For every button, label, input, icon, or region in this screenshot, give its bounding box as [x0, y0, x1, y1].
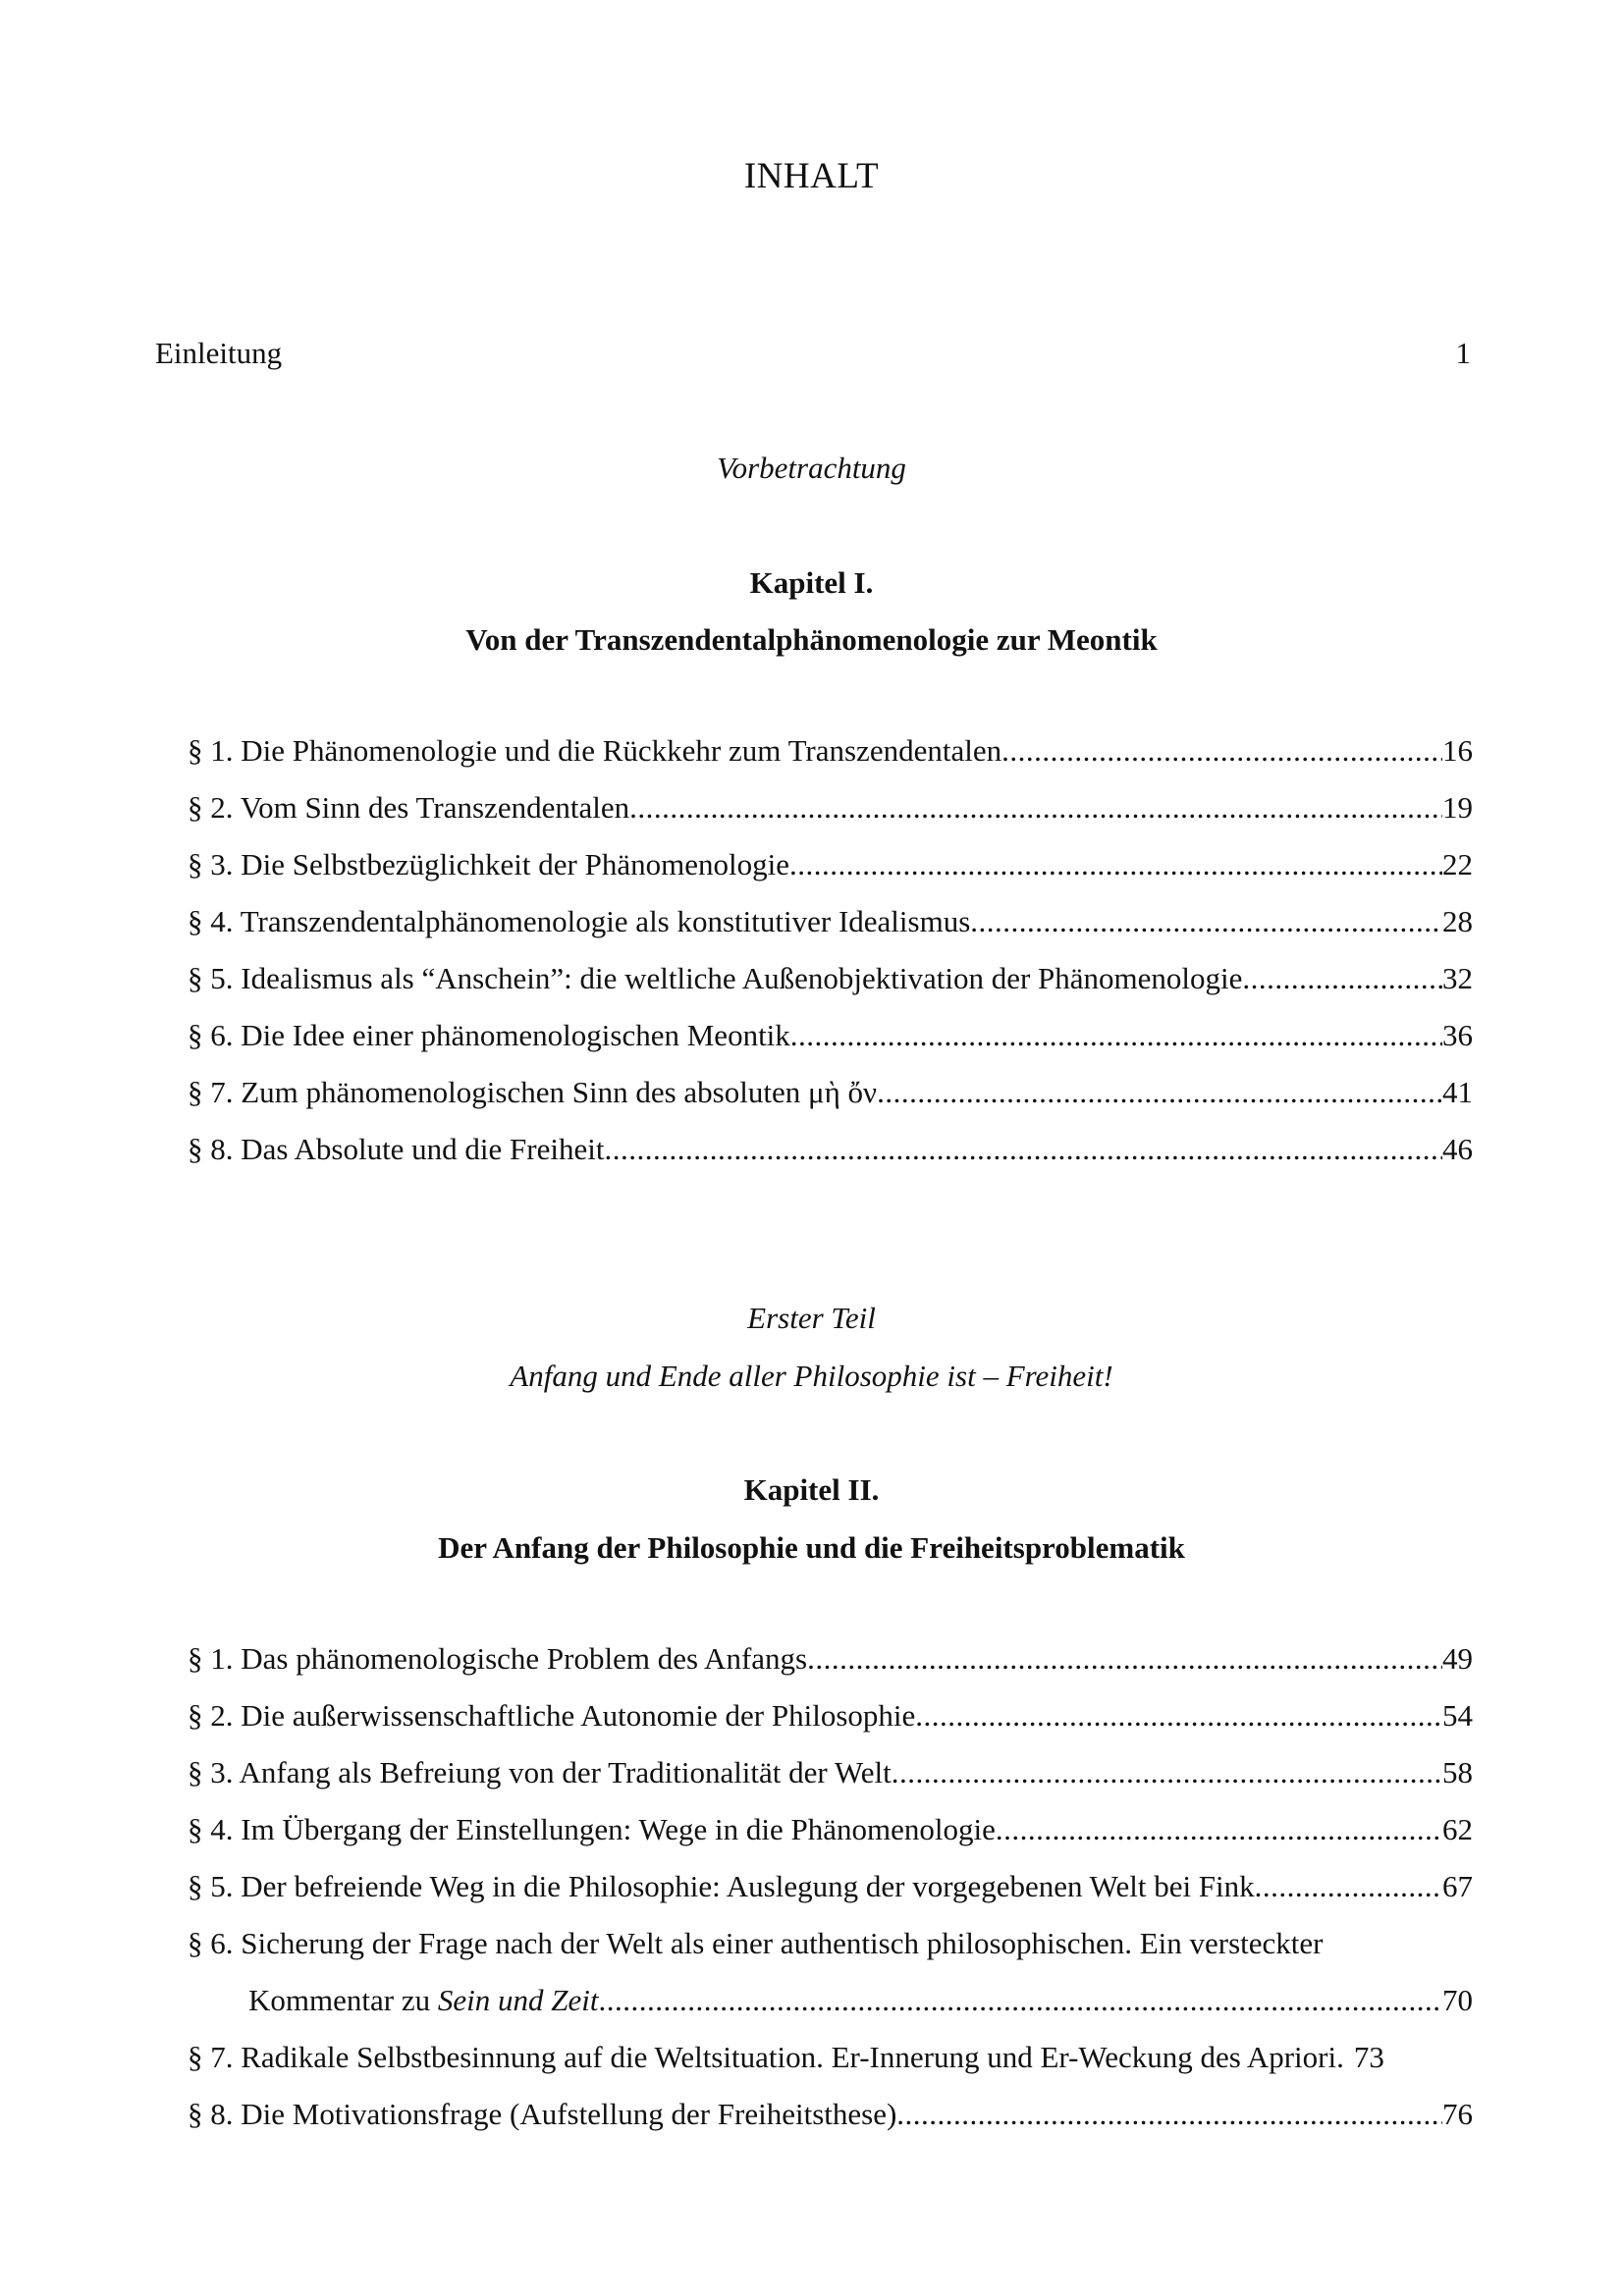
entry-page: 76: [1442, 2097, 1473, 2131]
toc-entry[interactable]: [188, 902, 1473, 941]
entry-label: § 6. Sicherung der Frage nach der Welt als einer authentisch philosophischen. Ein versteckter: [188, 1926, 1324, 1960]
toc-entry[interactable]: [188, 1810, 1473, 1849]
toc-entry[interactable]: [188, 845, 1473, 884]
entry-label: § 7. Radikale Selbstbesinnung auf die Weltsituation. Er-Innerung und Er-Weckung des Apriori.: [188, 2040, 1344, 2074]
entry-page: 16: [1442, 733, 1473, 768]
toc-entry-line2[interactable]: [248, 1981, 1473, 2020]
entry-page: 32: [1442, 961, 1473, 995]
entry-page: 54: [1442, 1698, 1473, 1733]
entry-page: 46: [1442, 1132, 1473, 1166]
entry-page: 73: [1353, 2040, 1384, 2074]
leader-dots: [996, 1810, 1442, 1849]
entry-label: § 1. Das phänomenologische Problem des Anfangs: [188, 1641, 808, 1676]
entry-page: 70: [1442, 1983, 1473, 2017]
chapter-title: Der Anfang der Philosophie und die Freiheitsproblematik: [438, 1530, 1185, 1565]
leader-dots: [970, 902, 1442, 941]
entry-label: § 6. Die Idee einer phänomenologischen Meontik: [188, 1018, 790, 1052]
leader-dots: [1242, 959, 1442, 998]
entry-label: § 7. Zum phänomenologischen Sinn des absoluten μὴ ὄν: [188, 1075, 878, 1109]
leader-dots: [598, 1981, 1442, 2020]
chapter-title: Von der Transzendentalphänomenologie zur Meontik: [465, 622, 1158, 657]
entry-page: 28: [1442, 904, 1473, 938]
entry-label: § 1. Die Phänomenologie und die Rückkehr zum Transzendentalen: [188, 733, 1002, 768]
toc-entry[interactable]: [188, 2038, 1473, 2077]
toc-entry[interactable]: [188, 959, 1473, 998]
entry-page: 1: [1455, 336, 1471, 370]
entry-label: § 3. Anfang als Befreiung von der Traditionalität der Welt: [188, 1755, 892, 1789]
toc-entry[interactable]: [188, 1753, 1473, 1792]
entry-page: 36: [1442, 1018, 1473, 1052]
leader-dots: [604, 1130, 1442, 1169]
entry-label: § 2. Die außerwissenschaftliche Autonomie der Philosophie: [188, 1698, 916, 1733]
toc-entry[interactable]: [188, 731, 1473, 771]
entry-label: Einleitung: [155, 336, 283, 370]
leader-dots: [629, 788, 1442, 828]
chapter-number: Kapitel II.: [743, 1472, 880, 1507]
toc-entry[interactable]: [188, 1016, 1473, 1055]
toc-entry[interactable]: [188, 2095, 1473, 2134]
page-title: INHALT: [743, 156, 880, 196]
toc-entry[interactable]: [188, 1639, 1473, 1679]
entry-label: § 5. Der befreiende Weg in die Philosophie: Auslegung der vorgegebenen Welt bei Fink: [188, 1869, 1255, 1903]
entry-label: § 4. Transzendentalphänomenologie als konstitutiver Idealismus: [188, 904, 971, 938]
entry-label: § 4. Im Übergang der Einstellungen: Wege in die Phänomenologie: [188, 1812, 996, 1846]
entry-label-continuation: [248, 1981, 598, 2020]
chapter-number: Kapitel I.: [749, 565, 874, 600]
work-title: Sein und Zeit: [437, 1983, 599, 2017]
entry-label: § 8. Die Motivationsfrage (Aufstellung der Freiheitsthese): [188, 2097, 897, 2131]
toc-entry[interactable]: [188, 1696, 1473, 1735]
entry-page: 58: [1442, 1755, 1473, 1789]
entry-label-prefix: Kommentar zu: [248, 1983, 438, 2017]
part-title: Erster Teil: [747, 1301, 876, 1335]
leader-dots: [1255, 1867, 1442, 1906]
entry-page: 19: [1442, 790, 1473, 825]
leader-dots: [877, 1073, 1442, 1112]
leader-dots: [892, 1753, 1442, 1792]
part-subtitle: Anfang und Ende aller Philosophie ist – Freiheit!: [510, 1359, 1113, 1393]
entry-page: 49: [1442, 1641, 1473, 1676]
entry-label: § 3. Die Selbstbezüglichkeit der Phänomenologie: [188, 847, 789, 881]
entry-page: 41: [1442, 1075, 1473, 1109]
toc-entry-introduction[interactable]: [155, 334, 1471, 373]
section-title-prelude: Vorbetrachtung: [717, 451, 906, 485]
toc-entry[interactable]: [188, 1130, 1473, 1169]
leader-dots: [1001, 731, 1442, 771]
leader-dots: [915, 1696, 1442, 1735]
entry-page: 22: [1442, 847, 1473, 881]
leader-dots: [807, 1639, 1442, 1679]
leader-dots: [790, 1016, 1442, 1055]
entry-label: § 8. Das Absolute und die Freiheit: [188, 1132, 605, 1166]
toc-entry[interactable]: [188, 1867, 1473, 1906]
entry-label: § 5. Idealismus als “Anschein”: die weltliche Außenobjektivation der Phänomenologie: [188, 961, 1243, 995]
entry-label: § 2. Vom Sinn des Transzendentalen: [188, 790, 630, 825]
toc-entry-line1[interactable]: [188, 1924, 1473, 1963]
toc-entry[interactable]: [188, 788, 1473, 828]
leader-dots: [789, 845, 1442, 884]
leader-dots: [896, 2095, 1442, 2134]
entry-page: 67: [1442, 1869, 1473, 1903]
toc-entry[interactable]: [188, 1073, 1473, 1112]
entry-page: 62: [1442, 1812, 1473, 1846]
